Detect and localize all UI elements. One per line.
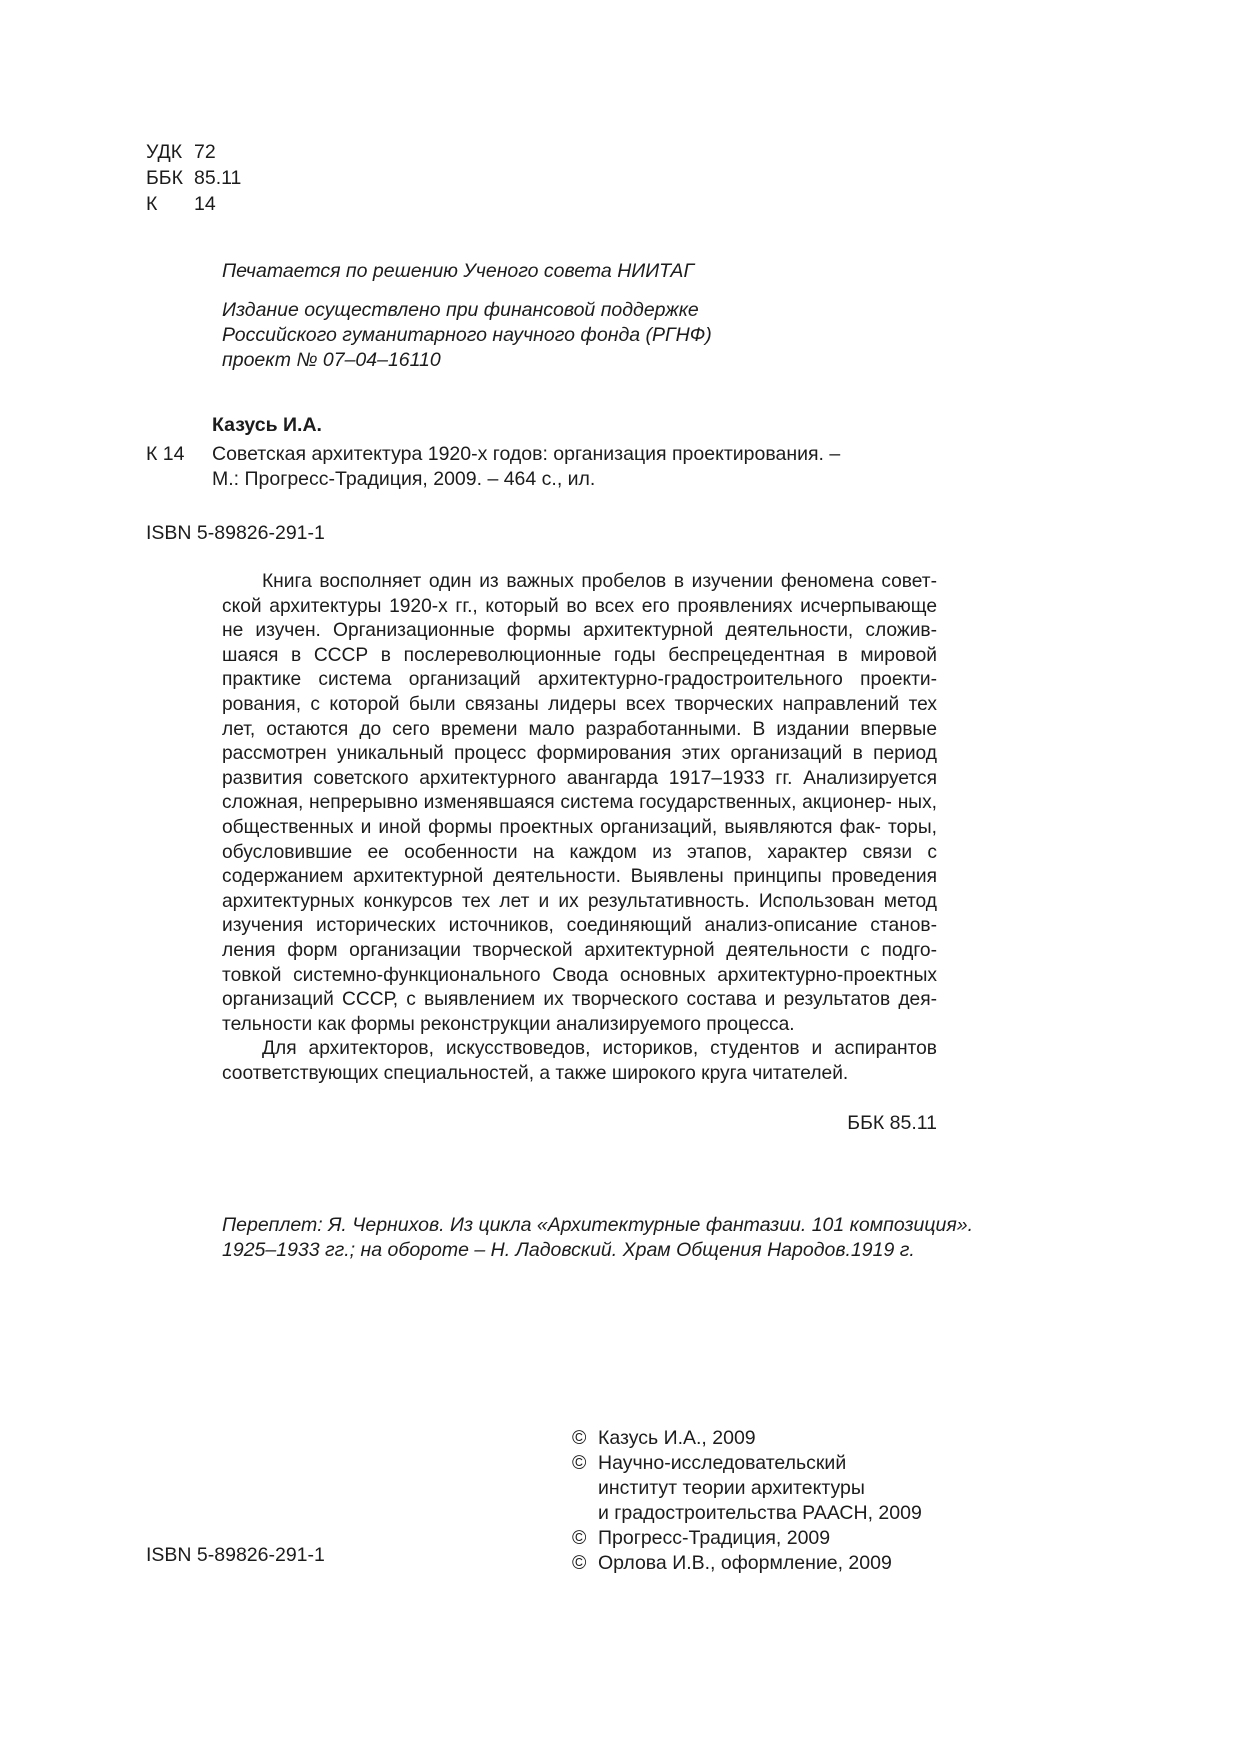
support-line: проект № 07–04–16110 [222,349,441,371]
annotation-line: рассмотрен уникальный процесс формирования этих организаций в период [222,743,937,765]
copyright-line: Казусь И.А., 2009 [598,1427,756,1449]
annotation-line: архитектурных конкурсов тех лет и их результативность. Использован метод [222,890,937,912]
catalog-entry [146,442,840,492]
annotation-line: ской архитектуры 1920-х гг., который во всех его проявлениях исчерпывающе [222,595,937,617]
annotation-line: лет, остаются до сего времени мало разработанными. В издании впервые [222,718,937,740]
copyright-line: Прогресс-Традиция, 2009 [598,1527,831,1549]
catalog-key: К 14 [146,443,185,465]
annotation-line: развития советского архитектурного авангарда 1917–1933 гг. Анализируется [222,767,937,789]
bbk-footer: ББК 85.11 [847,1112,937,1134]
support-line: Издание осуществлено при финансовой поддержке [222,299,699,321]
annotation [222,570,937,1086]
annotation-line: организаций СССР, с выявлением их творческого состава и результатов дея- [222,989,937,1011]
annotation-paragraph-1 [222,570,937,1037]
annotation-line: ления форм организации творческой архитектурной деятельности с подго- [222,939,937,961]
code-value: 85.11 [194,167,242,189]
code-key: ББК [146,167,183,189]
annotation-line: сложная, непрерывно изменявшаяся система государственных, акционер- [222,792,892,814]
annotation-line: Для архитекторов, искусствоведов, историков, студентов и аспирантов [262,1038,937,1060]
copyright-line: Научно-исследовательский [598,1452,847,1474]
annotation-line: изучения исторических источников, соединяющий анализ-описание станов- [222,915,937,937]
code-value: 14 [194,193,216,215]
copyright-item [572,1526,922,1551]
copyright-block [572,1426,922,1576]
k-row [146,192,241,218]
annotation-paragraph-2 [222,1037,937,1086]
annotation-line: содержанием архитектурной деятельности. Выявлены принципы проведения [222,866,937,888]
code-key: УДК [146,141,183,163]
annotation-line: практике система организаций архитектурно-градостроительного проекти- [222,669,937,691]
copyright-item [572,1551,922,1576]
binding-line: 1925–1933 гг.; на обороте – Н. Ладовский. Храм Общения Народов.1919 г. [222,1239,915,1261]
copyright-line: и градостроительства РААСН, 2009 [598,1502,922,1524]
isbn-top: ISBN 5-89826-291-1 [146,522,325,544]
copyright-line: институт теории архитектуры [598,1477,865,1499]
copyright-item [572,1426,922,1451]
annotation-line: товкой системно-функционального Свода основных архитектурно-проектных [222,964,937,986]
code-key: К [146,193,158,215]
catalog-line: М.: Прогресс-Традиция, 2009. – 464 с., ил. [212,468,596,490]
copyright-symbol-icon: © [572,1527,587,1549]
financial-support-note [222,298,712,373]
bbk-row [146,166,241,192]
code-value: 72 [194,141,216,163]
classification-codes [146,140,241,218]
support-line: Российского гуманитарного научного фонда (РГНФ) [222,324,712,346]
print-approval-note: Печатается по решению Ученого совета НИИТАГ [222,260,695,282]
copyright-symbol-icon: © [572,1427,587,1449]
annotation-line: тельности как формы реконструкции анализируемого процесса. [222,1013,795,1035]
annotation-line: шаяся в СССР в послереволюционные годы беспрецедентная в мировой [222,644,937,666]
annotation-line: ных, общественных и иной формы проектных организаций, выявляются фак- [222,792,937,838]
annotation-line: Книга восполняет один из важных пробелов в изучении феномена совет- [262,571,937,592]
copyright-item [572,1451,922,1526]
catalog-line: Советская архитектура 1920-х годов: организация проектирования. – [212,443,841,465]
binding-note [222,1213,974,1263]
copyright-line: Орлова И.В., оформление, 2009 [598,1552,892,1574]
copyright-symbol-icon: © [572,1552,587,1574]
author-name: Казусь И.А. [212,414,322,436]
copyright-symbol-icon: © [572,1452,587,1474]
annotation-line: рования, с которой были связаны лидеры всех творческих направлений тех [222,693,937,715]
annotation-line: соответствующих специальностей, а также широкого круга читателей. [222,1062,849,1084]
catalog-description [212,442,840,492]
binding-line: Переплет: Я. Чернихов. Из цикла «Архитектурные фантазии. 101 композиция». [222,1214,974,1236]
udk-row [146,140,241,166]
annotation-line: торы, обусловившие ее особенности на каждом из этапов, характер связи с [222,816,937,863]
isbn-bottom: ISBN 5-89826-291-1 [146,1544,325,1566]
annotation-line: не изучен. Организационные формы архитектурной деятельности, сложив- [222,620,937,642]
